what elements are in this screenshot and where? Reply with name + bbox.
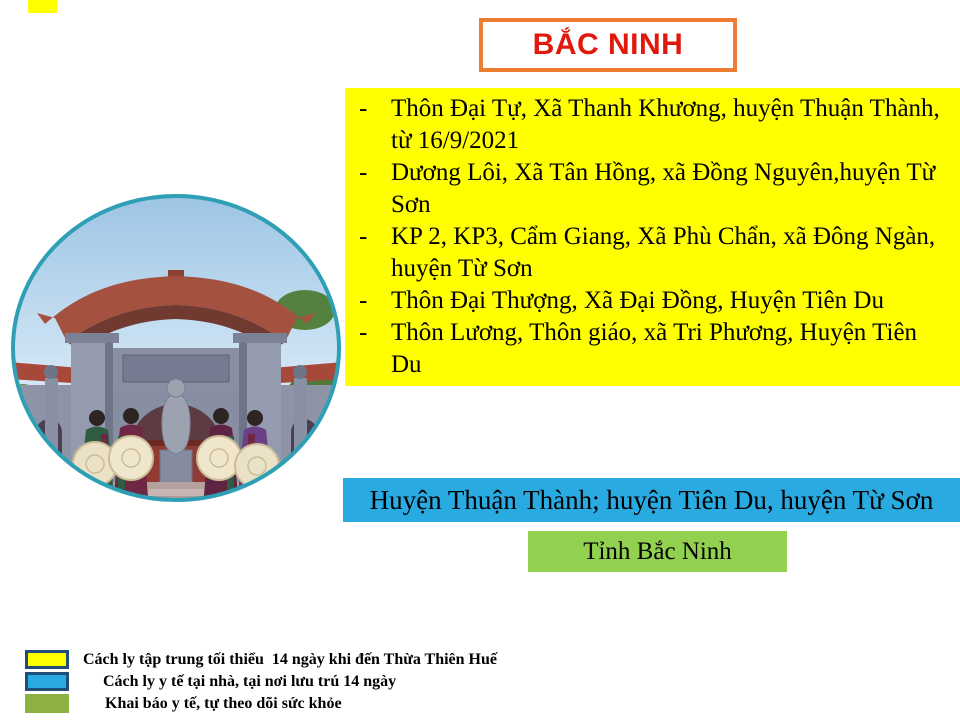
palm-hat — [109, 436, 153, 480]
stray-yellow-swatch — [28, 0, 57, 13]
list-item-text: Dương Lôi, Xã Tân Hồng, xã Đồng Nguyên,huyện Từ Sơn — [391, 159, 936, 218]
list-item-text: Thôn Đại Thượng, Xã Đại Đồng, Huyện Tiên Du — [391, 287, 884, 314]
palm-hat — [197, 436, 241, 480]
province-box — [528, 531, 787, 572]
list-item-text: Thôn Lương, Thôn giáo, xã Tri Phương, Huyện Tiên Du — [391, 319, 918, 378]
list-item — [345, 157, 952, 221]
districts-label: Huyện Thuận Thành; huyện Tiên Du, huyện Từ Sơn — [369, 484, 934, 515]
page-title: BẮC NINH — [532, 28, 684, 61]
legend-label: Khai báo y tế, tự theo dõi sức khỏe — [105, 694, 342, 712]
districts-bar — [343, 478, 960, 522]
legend-swatch-yellow — [25, 650, 69, 669]
legend-row — [25, 694, 497, 713]
province-label: Tỉnh Bắc Ninh — [583, 537, 732, 565]
legend-label: Cách ly y tế tại nhà, tại nơi lưu trú 14 ngày — [103, 672, 397, 690]
list-item-text: Thôn Đại Tự, Xã Thanh Khương, huyện Thuận Thành, từ 16/9/2021 — [391, 95, 940, 154]
legend-swatch-green — [25, 694, 69, 713]
legend-row — [25, 672, 497, 691]
list-item-marker: - — [359, 223, 368, 250]
locations-box — [345, 88, 960, 386]
list-item-text: KP 2, KP3, Cẩm Giang, Xã Phù Chẩn, xã Đông Ngàn, huyện Từ Sơn — [391, 223, 936, 282]
legend-label: Cách ly tập trung tối thiểu 14 ngày khi đến Thừa Thiên Huế — [83, 650, 497, 668]
list-item-marker: - — [359, 95, 368, 122]
list-item — [345, 93, 952, 157]
temple-photo — [9, 192, 343, 504]
legend — [25, 650, 497, 716]
list-item — [345, 317, 952, 381]
title-box — [479, 18, 737, 72]
temple-photo-illustration — [9, 192, 343, 504]
list-item — [345, 285, 952, 317]
legend-row — [25, 650, 497, 669]
list-item-marker: - — [359, 159, 368, 186]
list-item-marker: - — [359, 319, 368, 346]
list-item-marker: - — [359, 287, 368, 314]
legend-swatch-blue — [25, 672, 69, 691]
locations-list — [345, 93, 952, 381]
list-item — [345, 221, 952, 285]
